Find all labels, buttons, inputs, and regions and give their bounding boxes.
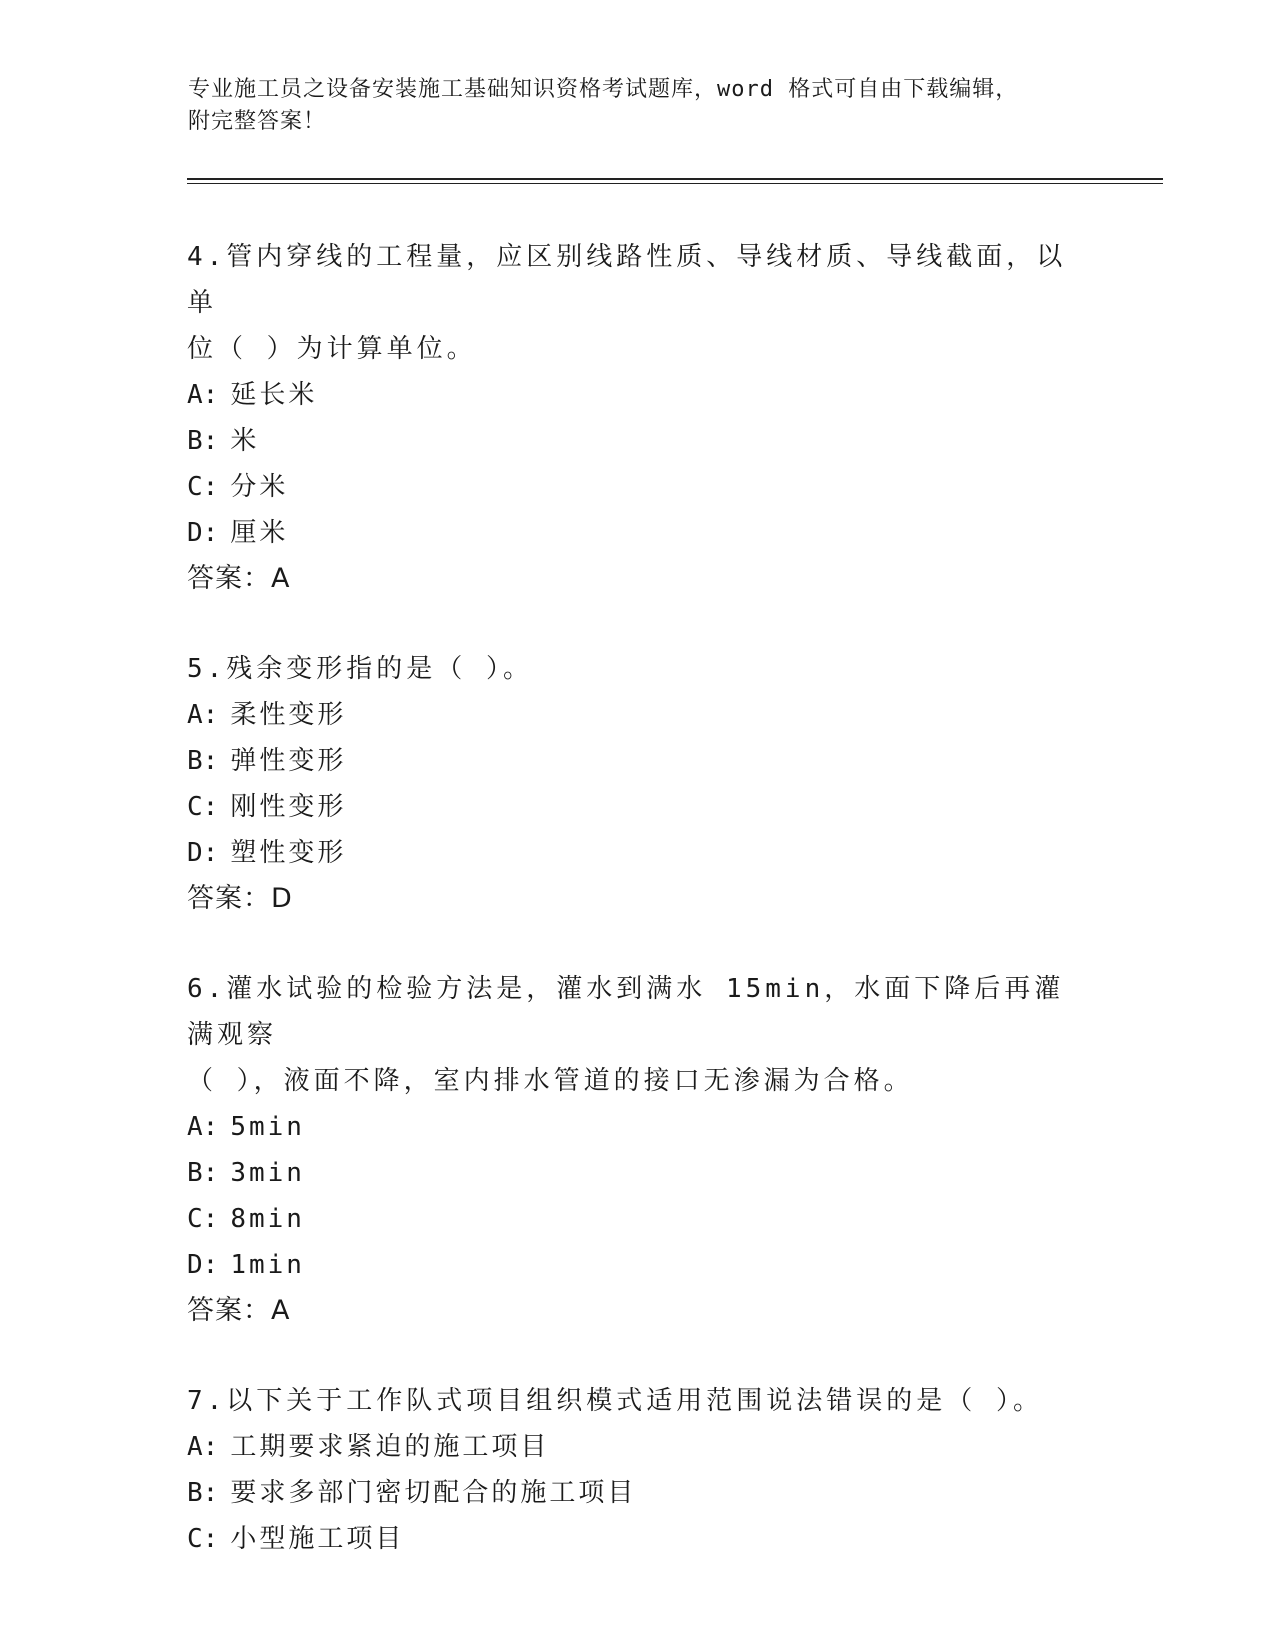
option-letter: C bbox=[187, 1524, 203, 1554]
option-separator: : bbox=[202, 1432, 219, 1462]
option-separator: : bbox=[202, 426, 219, 456]
question-stem: 6.灌水试验的检验方法是，灌水到满水 15min，水面下降后再灌满观察 bbox=[187, 974, 1065, 1050]
question-7 bbox=[187, 1378, 1087, 1562]
option-text: 米 bbox=[230, 426, 260, 456]
option-letter: B bbox=[187, 426, 203, 456]
option-a bbox=[187, 372, 1087, 418]
question-stem: 4.管内穿线的工程量，应区别线路性质、导线材质、导线截面，以单 bbox=[187, 242, 1067, 318]
option-letter: C bbox=[187, 792, 203, 822]
answer-line: 答案：A bbox=[187, 563, 291, 594]
question-list bbox=[187, 234, 1087, 1606]
option-text: 5min bbox=[230, 1112, 305, 1142]
option-separator: : bbox=[202, 838, 219, 868]
question-6 bbox=[187, 966, 1087, 1334]
header-line-2: 附完整答案！ bbox=[188, 109, 327, 134]
option-letter: D bbox=[187, 1250, 203, 1280]
option-letter: A bbox=[187, 1112, 203, 1142]
option-d bbox=[187, 830, 1087, 876]
option-separator: : bbox=[202, 792, 219, 822]
option-text: 塑性变形 bbox=[230, 838, 347, 868]
option-text: 3min bbox=[230, 1158, 305, 1188]
option-a bbox=[187, 1104, 1087, 1150]
option-separator: : bbox=[202, 518, 219, 548]
option-a bbox=[187, 1424, 1087, 1470]
question-stem-continued: 位（ ）为计算单位。 bbox=[187, 334, 477, 364]
question-4 bbox=[187, 234, 1087, 602]
question-5 bbox=[187, 646, 1087, 922]
option-separator: : bbox=[202, 746, 219, 776]
option-separator: : bbox=[202, 1524, 219, 1554]
option-letter: A bbox=[187, 700, 203, 730]
option-separator: : bbox=[202, 700, 219, 730]
option-b bbox=[187, 1150, 1087, 1196]
question-stem: 5.残余变形指的是（ ）。 bbox=[187, 654, 533, 684]
option-letter: A bbox=[187, 1432, 203, 1462]
option-separator: : bbox=[202, 1250, 219, 1280]
option-text: 1min bbox=[230, 1250, 305, 1280]
option-letter: D bbox=[187, 518, 203, 548]
option-d bbox=[187, 1242, 1087, 1288]
option-text: 弹性变形 bbox=[230, 746, 347, 776]
option-text: 工期要求紧迫的施工项目 bbox=[230, 1432, 550, 1462]
option-c bbox=[187, 1516, 1087, 1562]
option-letter: C bbox=[187, 1204, 203, 1234]
option-text: 小型施工项目 bbox=[230, 1524, 405, 1554]
option-b bbox=[187, 1470, 1087, 1516]
option-text: 柔性变形 bbox=[230, 700, 347, 730]
question-stem: 7.以下关于工作队式项目组织模式适用范围说法错误的是（ ）。 bbox=[187, 1386, 1043, 1416]
answer-line: 答案：A bbox=[187, 1295, 291, 1326]
option-c bbox=[187, 1196, 1087, 1242]
answer-line: 答案：D bbox=[187, 883, 293, 914]
header-divider-thick bbox=[187, 178, 1163, 180]
option-b bbox=[187, 738, 1087, 784]
option-letter: D bbox=[187, 838, 203, 868]
option-b bbox=[187, 418, 1087, 464]
option-text: 分米 bbox=[230, 472, 289, 502]
option-separator: : bbox=[202, 1204, 219, 1234]
question-stem-continued: （ ），液面不降，室内排水管道的接口无渗漏为合格。 bbox=[187, 1066, 914, 1096]
option-d bbox=[187, 510, 1087, 556]
option-separator: : bbox=[202, 1112, 219, 1142]
option-a bbox=[187, 692, 1087, 738]
option-letter: B bbox=[187, 1478, 203, 1508]
option-separator: : bbox=[202, 1158, 219, 1188]
header-line-1: 专业施工员之设备安装施工基础知识资格考试题库，word 格式可自由下载编辑， bbox=[188, 77, 1019, 102]
option-separator: : bbox=[202, 380, 219, 410]
option-text: 刚性变形 bbox=[230, 792, 347, 822]
option-text: 8min bbox=[230, 1204, 305, 1234]
option-letter: C bbox=[187, 472, 203, 502]
option-c bbox=[187, 464, 1087, 510]
header-divider-thin bbox=[187, 183, 1163, 184]
option-letter: B bbox=[187, 746, 203, 776]
option-letter: A bbox=[187, 380, 203, 410]
option-letter: B bbox=[187, 1158, 203, 1188]
option-separator: : bbox=[202, 1478, 219, 1508]
option-text: 延长米 bbox=[230, 380, 318, 410]
option-text: 要求多部门密切配合的施工项目 bbox=[230, 1478, 637, 1508]
option-c bbox=[187, 784, 1087, 830]
document-header bbox=[188, 74, 1088, 138]
option-separator: : bbox=[202, 472, 219, 502]
option-text: 厘米 bbox=[230, 518, 289, 548]
